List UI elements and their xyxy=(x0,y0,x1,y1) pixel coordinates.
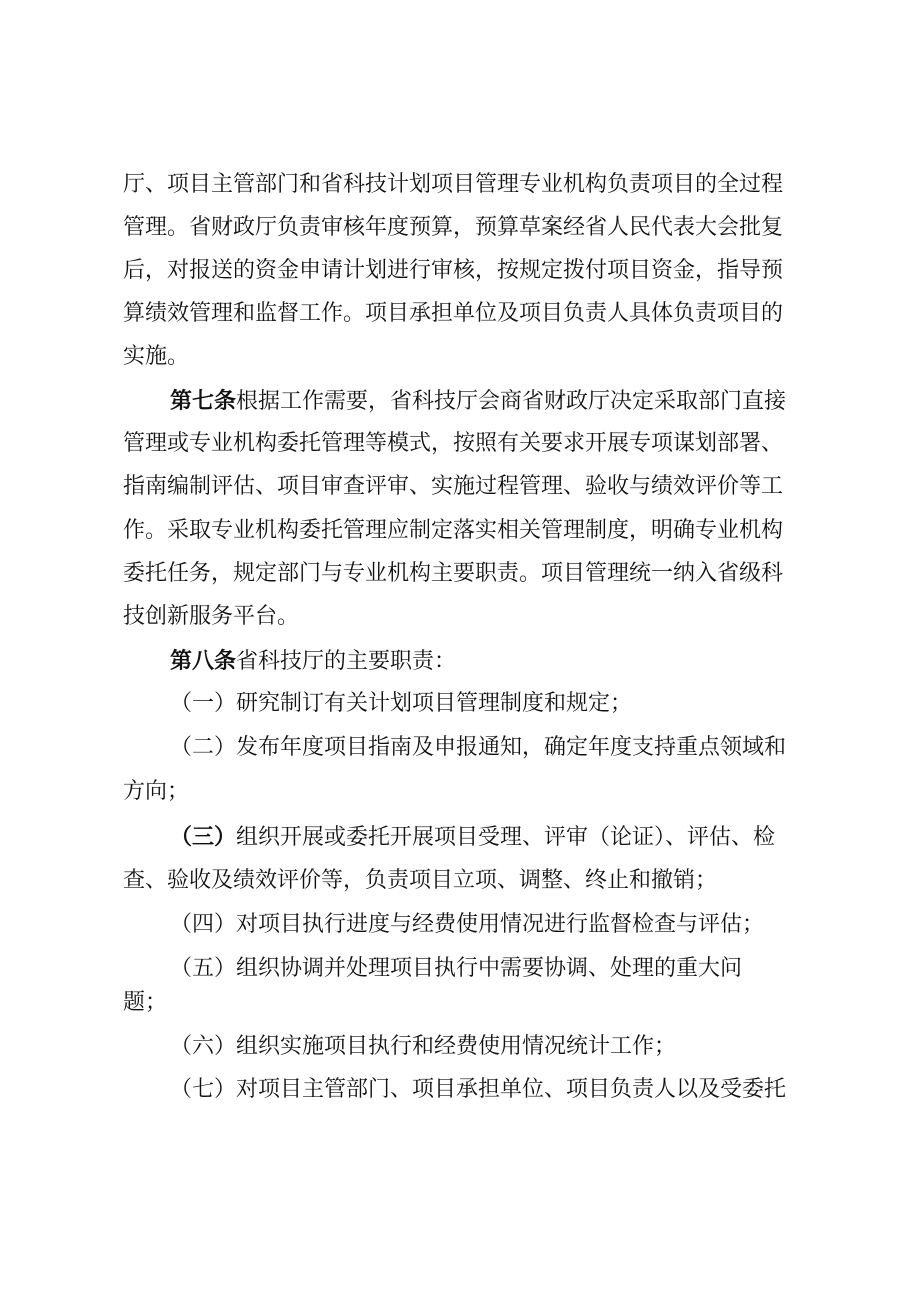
text-line: 厅、项目主管部门和省科技计划项目管理专业机构负责项目的全过程 xyxy=(123,172,784,197)
article-7-label: 第七条 xyxy=(170,388,237,414)
article-7-first-line xyxy=(170,386,786,416)
text-line: 实施。 xyxy=(123,344,190,369)
list-item: （六）组织实施项目执行和经费使用情况统计工作； xyxy=(170,1034,677,1059)
article-8-label: 第八条 xyxy=(170,648,237,674)
text-line: 管理。省财政厅负责审核年度预算，预算草案经省人民代表大会批复 xyxy=(123,215,784,240)
text-line: 作。采取专业机构委托管理应制定落实相关管理制度，明确专业机构 xyxy=(123,518,784,543)
text-line: 技创新服务平台。 xyxy=(123,604,300,629)
text-line: 题； xyxy=(123,990,168,1015)
text-segment: 根据工作需要，省科技厅会商省财政厅决定采取部门直接 xyxy=(236,389,787,414)
text-line: 后，对报送的资金申请计划进行审核，按规定拨付项目资金，指导预 xyxy=(123,258,784,283)
text-line: 指南编制评估、项目审查评审、实施过程管理、验收与绩效评价等工 xyxy=(123,474,784,499)
text-line: 管理或专业机构委托管理等模式，按照有关要求开展专项谋划部署、 xyxy=(123,431,784,456)
text-line: 查、验收及绩效评价等，负责项目立项、调整、终止和撤销； xyxy=(123,868,718,893)
list-item: （五）组织协调并处理项目执行中需要协调、处理的重大问 xyxy=(170,956,743,981)
text-segment: 组织开展或委托开展项目受理、评审（论证）、评估、检 xyxy=(236,825,776,850)
text-line: 方向； xyxy=(123,779,190,804)
text-line: 委托任务，规定部门与专业机构主要职责。项目管理统一纳入省级科 xyxy=(123,561,784,586)
list-item xyxy=(170,822,775,852)
list-item: （一）研究制订有关计划项目管理制度和规定； xyxy=(170,691,633,716)
article-8-first-line xyxy=(170,646,456,676)
text-segment: 省科技厅的主要职责： xyxy=(236,649,457,674)
item-3-label: （三） xyxy=(170,824,237,850)
list-item: （四）对项目执行进度与经费使用情况进行监督检查与评估； xyxy=(170,912,765,937)
list-item: （二）发布年度项目指南及申报通知，确定年度支持重点领域和 xyxy=(170,735,787,760)
list-item: （七）对项目主管部门、项目承担单位、项目负责人以及受委托 xyxy=(170,1077,787,1102)
text-line: 算绩效管理和监督工作。项目承担单位及项目负责人具体负责项目的 xyxy=(123,301,784,326)
